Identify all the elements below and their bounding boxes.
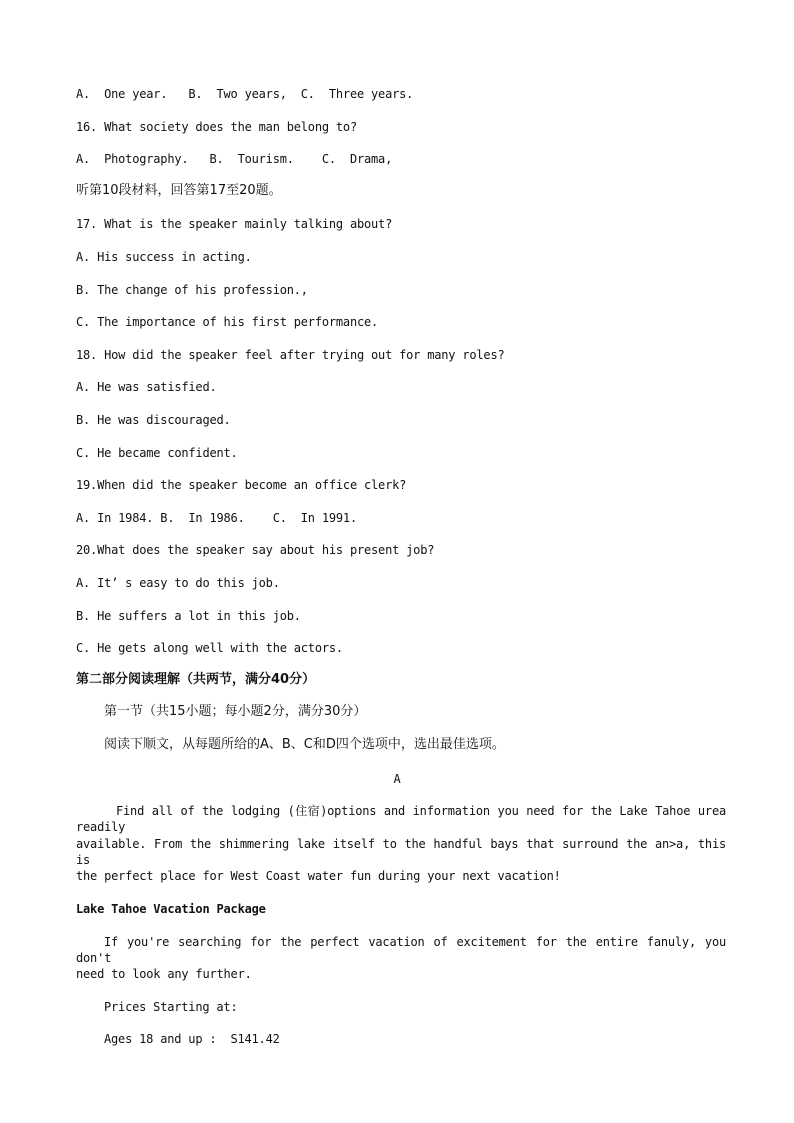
q20-option-c: C. He gets along well with the actors. [76,641,343,655]
prices-label: Prices Starting at: [104,1000,238,1014]
q18-option-c: C. He became confident. [76,446,238,460]
package-line-1: If you're searching for the perfect vacation of excitement for the entire fanuly, you don't [76,935,726,965]
section-instruction-text10: 听第10段材料，回答第17至20题。 [76,183,282,198]
q17-question: 17. What is the speaker mainly talking about? [76,217,393,231]
package-line-2: need to look any further. [76,967,252,981]
package-heading: Lake Tahoe Vacation Package [76,902,266,916]
q18-question: 18. How did the speaker feel after trying out for many roles? [76,348,505,362]
q18-option-b: B. He was discouraged. [76,413,231,427]
q16-options: A. Photography. B. Tourism. C. Drama, [76,152,393,166]
q16-question: 16. What society does the man belong to? [76,120,357,134]
q19-question: 19.When did the speaker become an office clerk? [76,478,407,492]
price-adult: Ages 18 and up : S141.42 [104,1032,280,1046]
passage-line-3: the perfect place for West Coast water fun during your next vacation! [76,869,561,883]
q17-option-c: C. The importance of his first performance. [76,315,379,329]
q18-option-a: A. He was satisfied. [76,380,217,394]
q19-options: A. In 1984. B. In 1986. C. In 1991. [76,511,357,525]
part2-heading: 第二部分阅读理解（共两节，满分40分） [76,672,316,687]
q20-question: 20.What does the speaker say about his present job? [76,543,435,557]
q17-option-b: B. The change of his profession., [76,283,308,297]
section1-heading: 第一节（共15小题；每小题2分，满分30分） [104,704,367,719]
reading-instruction: 阅读下顺文，从每题所给的A、B、C和D四个选项中，选出最佳选项。 [104,737,505,752]
q20-option-a: A. It’ s easy to do this job. [76,576,280,590]
q17-option-a: A. His success in acting. [76,250,252,264]
passage-line-1: Find all of the lodging (住宿)options and information you need for the Lake Tahoe urea readily [76,804,726,834]
passage-line-2: available. From the shimmering lake itself to the handful bays that surround the an>a, this is [76,837,726,867]
q20-option-b: B. He suffers a lot in this job. [76,609,301,623]
q15-options: A. One year. B. Two years, C. Three years. [76,87,414,101]
passage-label-a: A [393,772,401,786]
